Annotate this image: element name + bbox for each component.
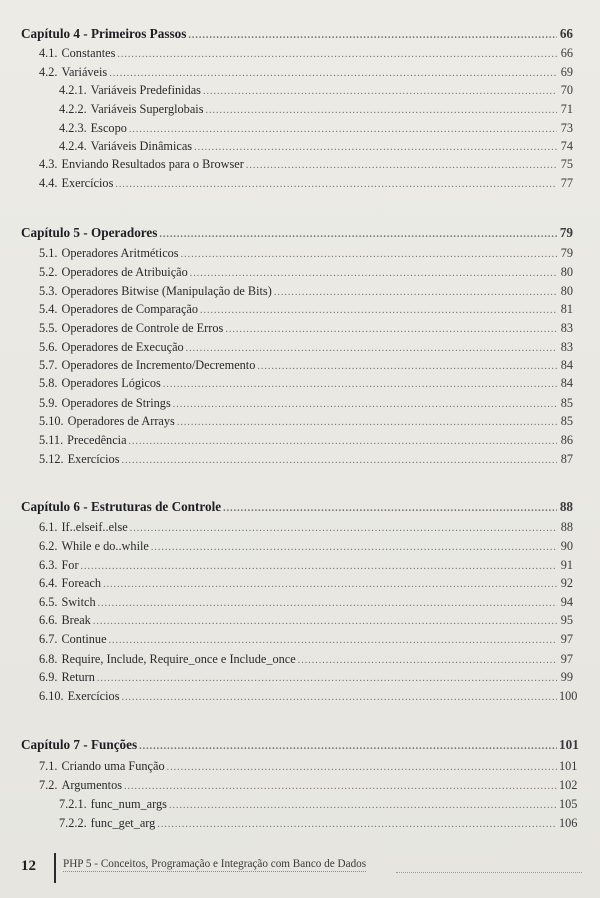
dot-leader [177, 415, 557, 431]
toc-entry [59, 120, 573, 136]
toc-entry-page: 94 [560, 595, 573, 609]
toc-entry-title: Continue [61, 632, 107, 646]
toc-entry-title: Operadores de Controle de Erros [61, 321, 224, 335]
dot-leader [122, 690, 558, 706]
dot-leader [97, 671, 557, 687]
footer-divider [54, 853, 56, 883]
toc-entry-title: Operadores de Incremento/Decremento [61, 358, 256, 372]
toc-entry-number: 4.1. [39, 46, 58, 60]
toc-entry [59, 82, 573, 98]
page-number: 12 [21, 858, 36, 874]
toc-entry-number: 5.12. [39, 452, 64, 466]
toc-entry [39, 777, 578, 793]
dot-leader [274, 285, 557, 301]
toc-entry-number: 5.7. [39, 358, 58, 372]
toc-entry [39, 631, 573, 647]
toc-entry-page: 92 [560, 576, 573, 590]
dot-leader [223, 501, 557, 517]
toc-entry-number: 5.9. [39, 396, 58, 410]
toc-entry-page: 77 [560, 176, 573, 190]
toc-entry-title: Enviando Resultados para o Browser [61, 157, 244, 171]
dot-leader [129, 122, 557, 138]
toc-entry [59, 101, 573, 117]
toc-entry [39, 758, 578, 774]
toc-entry-number: 4.2. [39, 65, 58, 79]
toc-entry [39, 538, 573, 554]
toc-entry-number: 7.2. [39, 778, 58, 792]
dot-leader [206, 103, 558, 119]
toc-entry [39, 575, 573, 591]
dot-leader [124, 779, 557, 795]
toc-entry [39, 688, 578, 704]
toc-entry-title: Escopo [90, 121, 127, 135]
toc-entry-number: 5.6. [39, 340, 58, 354]
toc-entry-number: 6.8. [39, 652, 58, 666]
toc-entry [39, 301, 573, 317]
toc-entry-page: 66 [560, 46, 573, 60]
dot-leader [257, 359, 557, 375]
dot-leader [122, 453, 558, 469]
toc-entry-number: 5.11. [39, 433, 64, 447]
dot-leader [157, 817, 557, 833]
toc-entry-number: 6.7. [39, 632, 58, 646]
toc-chapter [21, 737, 579, 753]
toc-entry-page: 100 [559, 689, 578, 703]
toc-entry-page: 80 [560, 284, 573, 298]
toc-entry [39, 245, 573, 261]
toc-entry-number: 6.1. [39, 520, 58, 534]
toc-entry-title: Operadores de Atribuição [61, 265, 188, 279]
dot-leader [139, 739, 557, 755]
toc-entry-page: 79 [559, 225, 573, 240]
toc-entry-page: 80 [560, 265, 573, 279]
toc-chapter [21, 499, 573, 515]
dot-leader [163, 377, 557, 393]
toc-chapter [21, 225, 573, 241]
toc-entry [39, 519, 573, 535]
toc-entry-title: Criando uma Função [61, 759, 165, 773]
dot-leader [194, 140, 557, 156]
toc-entry-number: 5.1. [39, 246, 58, 260]
toc-entry-page: 83 [560, 321, 573, 335]
toc-entry-title: Operadores Aritméticos [61, 246, 179, 260]
toc-entry [39, 64, 573, 80]
toc-entry [59, 138, 573, 154]
toc-entry-page: 106 [559, 816, 578, 830]
toc-entry-title: Switch [61, 595, 96, 609]
toc-entry-page: 69 [560, 65, 573, 79]
toc-entry-page: 71 [560, 102, 573, 116]
toc-entry-page: 75 [560, 157, 573, 171]
toc-entry-page: 91 [560, 558, 573, 572]
toc-entry-title: Operadores Lógicos [61, 376, 161, 390]
toc-entry-number: 6.2. [39, 539, 58, 553]
toc-entry-number: 5.2. [39, 265, 58, 279]
toc-entry [39, 283, 573, 299]
toc-entry [39, 45, 573, 61]
toc-entry-title: func_get_arg [90, 816, 156, 830]
toc-entry [39, 156, 573, 172]
dot-leader [298, 653, 557, 669]
toc-entry-page: 102 [559, 778, 578, 792]
toc-entry-number: 7.1. [39, 759, 58, 773]
toc-entry [39, 395, 573, 411]
footer-rule-line [396, 872, 582, 873]
toc-entry [39, 339, 573, 355]
dot-leader [117, 47, 557, 63]
toc-entry-title: If..elseif..else [61, 520, 128, 534]
toc-entry-number: 4.2.4. [59, 139, 87, 153]
toc-entry-title: While e do..while [61, 539, 149, 553]
toc-entry-title: Variáveis [61, 65, 108, 79]
toc-entry-number: 4.2.2. [59, 102, 87, 116]
dot-leader [130, 521, 557, 537]
toc-entry-number: 5.5. [39, 321, 58, 335]
toc-entry-title: Variáveis Superglobais [90, 102, 204, 116]
toc-entry-title: Operadores de Arrays [67, 414, 175, 428]
toc-entry-title: Operadores de Comparação [61, 302, 199, 316]
toc-entry-page: 74 [560, 139, 573, 153]
toc-entry-page: 84 [560, 358, 573, 372]
toc-entry-number: 6.4. [39, 576, 58, 590]
toc-entry-page: 81 [560, 302, 573, 316]
toc-entry-number: 6.5. [39, 595, 58, 609]
dot-leader [167, 760, 557, 776]
toc-entry-page: 79 [560, 246, 573, 260]
toc-entry [39, 612, 573, 628]
dot-leader [129, 434, 557, 450]
dot-leader [103, 577, 557, 593]
toc-entry-number: 7.2.1. [59, 797, 87, 811]
dot-leader [169, 798, 557, 814]
toc-entry-page: 70 [560, 83, 573, 97]
toc-entry-number: 6.10. [39, 689, 64, 703]
dot-leader [159, 227, 557, 243]
toc-entry-title: Variáveis Dinâmicas [90, 139, 193, 153]
dot-leader [81, 559, 557, 575]
toc-entry-number: 6.3. [39, 558, 58, 572]
toc-entry [39, 669, 573, 685]
toc-entry [39, 320, 573, 336]
toc-entry-page: 101 [559, 759, 578, 773]
toc-entry [39, 651, 573, 667]
toc-entry-number: 5.8. [39, 376, 58, 390]
dot-leader [190, 266, 557, 282]
toc-entry-title: Exercícios [61, 176, 114, 190]
toc-entry-number: 6.6. [39, 613, 58, 627]
dot-leader [115, 177, 557, 193]
toc-entry-number: 4.3. [39, 157, 58, 171]
toc-entry-page: 85 [560, 414, 573, 428]
toc-entry-number: 5.10. [39, 414, 64, 428]
toc-entry-page: 88 [559, 499, 573, 514]
dot-leader [186, 341, 557, 357]
toc-entry-title: Capítulo 7 - Funções [21, 737, 138, 752]
toc-entry [39, 557, 573, 573]
toc-entry-title: Return [61, 670, 95, 684]
dot-leader [109, 66, 557, 82]
toc-entry-page: 73 [560, 121, 573, 135]
toc-entry-page: 88 [560, 520, 573, 534]
toc-entry-number: 7.2.2. [59, 816, 87, 830]
toc-entry-page: 87 [560, 452, 573, 466]
dot-leader [181, 247, 557, 263]
toc-entry [39, 413, 573, 429]
toc-entry-page: 95 [560, 613, 573, 627]
dot-leader [200, 303, 557, 319]
toc-entry-title: func_num_args [90, 797, 167, 811]
toc-entry [39, 375, 573, 391]
dot-leader [98, 596, 557, 612]
toc-entry-title: Argumentos [61, 778, 123, 792]
toc-entry [39, 264, 573, 280]
toc-entry-number: 4.2.3. [59, 121, 87, 135]
toc-entry-number: 5.4. [39, 302, 58, 316]
dot-leader [93, 614, 557, 630]
toc-entry [39, 594, 573, 610]
dot-leader [225, 322, 557, 338]
toc-entry-page: 97 [560, 632, 573, 646]
toc-entry-page: 101 [559, 737, 579, 752]
toc-entry-title: Capítulo 5 - Operadores [21, 225, 158, 240]
dot-leader [203, 84, 557, 100]
toc-entry-number: 4.2.1. [59, 83, 87, 97]
toc-entry-title: Capítulo 6 - Estruturas de Controle [21, 499, 222, 514]
toc-entry-title: Capítulo 4 - Primeiros Passos [21, 26, 187, 41]
dot-leader [109, 633, 557, 649]
toc-entry-number: 4.4. [39, 176, 58, 190]
toc-entry-page: 86 [560, 433, 573, 447]
toc-entry-title: Operadores de Execução [61, 340, 184, 354]
book-title: PHP 5 - Conceitos, Programação e Integração com Banco de Dados [63, 858, 367, 870]
toc-entry [39, 175, 573, 191]
toc-entry [39, 432, 573, 448]
toc-entry-title: Operadores Bitwise (Manipulação de Bits) [61, 284, 272, 298]
dot-leader [151, 540, 557, 556]
toc-entry-page: 66 [559, 26, 573, 41]
toc-chapter [21, 26, 573, 42]
toc-entry-title: Exercícios [67, 452, 120, 466]
toc-entry-number: 5.3. [39, 284, 58, 298]
toc-entry-title: Constantes [61, 46, 116, 60]
toc-entry-title: Require, Include, Require_once e Include_once [61, 652, 296, 666]
toc-entry [39, 451, 573, 467]
toc-entry-title: Precedência [67, 433, 127, 447]
toc-entry-page: 99 [560, 670, 573, 684]
toc-entry-page: 97 [560, 652, 573, 666]
toc-entry-page: 105 [559, 797, 578, 811]
dot-leader [188, 28, 557, 44]
toc-entry [39, 357, 573, 373]
toc-entry-title: Break [61, 613, 91, 627]
toc-entry-title: Exercícios [67, 689, 120, 703]
dot-leader [246, 158, 557, 174]
toc-entry-page: 85 [560, 396, 573, 410]
dot-leader [173, 397, 557, 413]
toc-entry-title: Variáveis Predefinidas [90, 83, 201, 97]
toc-entry-page: 84 [560, 376, 573, 390]
toc-entry-number: 6.9. [39, 670, 58, 684]
toc-entry-title: Operadores de Strings [61, 396, 171, 410]
toc-entry-title: For [61, 558, 79, 572]
toc-entry [59, 815, 578, 831]
toc-entry [59, 796, 578, 812]
toc-entry-page: 90 [560, 539, 573, 553]
toc-entry-title: Foreach [61, 576, 102, 590]
toc-entry-page: 83 [560, 340, 573, 354]
